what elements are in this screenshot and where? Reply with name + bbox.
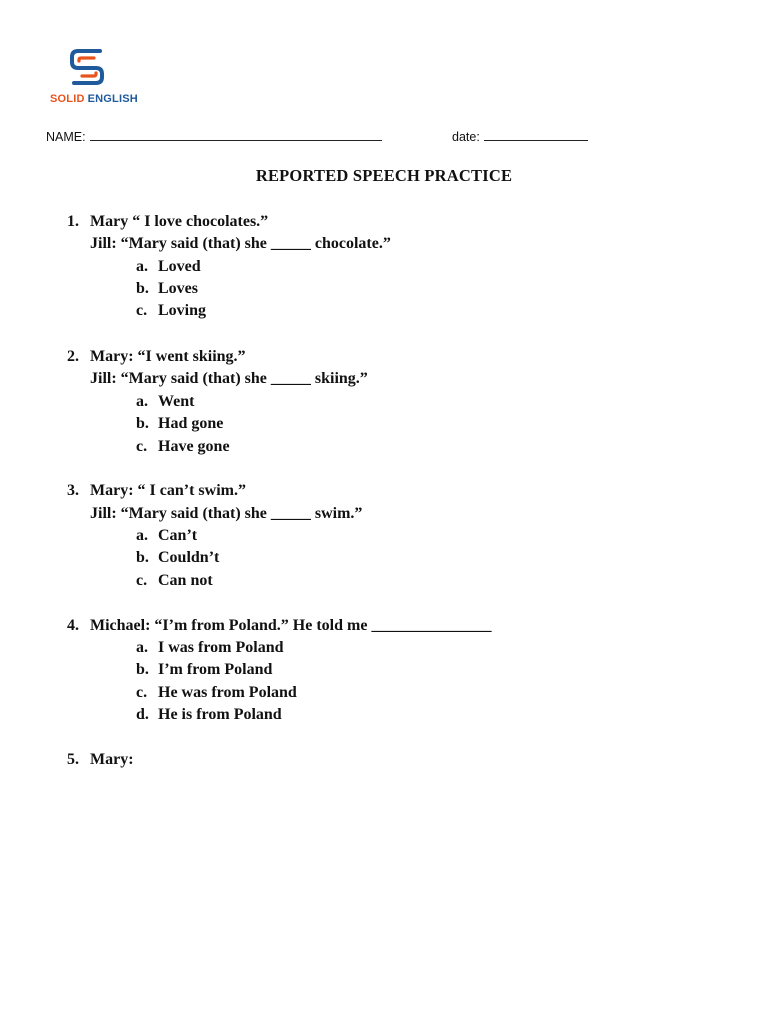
option-text[interactable]: Went: [158, 393, 195, 410]
option-text[interactable]: Loves: [158, 280, 198, 297]
question-number: 2.: [67, 348, 79, 365]
logo-word-english: ENGLISH: [87, 93, 138, 105]
question-reported: Jill: “Mary said (that) she _____ swim.”: [90, 505, 363, 522]
option-text[interactable]: He is from Poland: [158, 706, 282, 723]
option-letter: c.: [136, 684, 148, 701]
name-blank[interactable]: [90, 129, 382, 141]
name-label: NAME:: [46, 130, 86, 144]
name-field: [46, 129, 382, 144]
date-field: [452, 129, 588, 144]
option-text[interactable]: Have gone: [158, 438, 230, 455]
option-letter: b.: [136, 549, 149, 566]
question-prompt: Mary:: [90, 751, 134, 768]
question-5: [0, 749, 768, 773]
question-number: 3.: [67, 482, 79, 499]
option-text[interactable]: I’m from Poland: [158, 661, 273, 678]
option-letter: b.: [136, 415, 149, 432]
question-number: 4.: [67, 617, 79, 634]
option-letter: a.: [136, 639, 148, 656]
option-text[interactable]: Loved: [158, 258, 201, 275]
option-text[interactable]: He was from Poland: [158, 684, 297, 701]
question-reported: Jill: “Mary said (that) she _____ chocolate.”: [90, 235, 391, 252]
option-letter: b.: [136, 661, 149, 678]
worksheet-title: REPORTED SPEECH PRACTICE: [255, 166, 513, 185]
logo-word-solid: SOLID: [50, 93, 85, 105]
option-text[interactable]: Can’t: [158, 527, 198, 544]
logo-text: [50, 93, 138, 105]
question-number: 5.: [67, 751, 79, 768]
option-text[interactable]: Couldn’t: [158, 549, 220, 566]
question-number: 1.: [67, 213, 79, 230]
option-letter: b.: [136, 280, 149, 297]
question-prompt: Mary: “I went skiing.”: [90, 348, 246, 365]
option-letter: d.: [136, 706, 149, 723]
option-text[interactable]: Can not: [158, 572, 213, 589]
date-label: date:: [452, 130, 480, 144]
option-letter: a.: [136, 393, 148, 410]
question-reported: Jill: “Mary said (that) she _____ skiing.”: [90, 370, 368, 387]
question-3: [0, 480, 768, 592]
option-letter: c.: [136, 438, 148, 455]
option-letter: c.: [136, 302, 148, 319]
question-4: [0, 615, 768, 727]
question-prompt: Mary “ I love chocolates.”: [90, 213, 269, 230]
question-1: [0, 211, 768, 323]
option-letter: c.: [136, 572, 148, 589]
logo-s-mark-icon: [70, 46, 106, 88]
solid-english-logo: [46, 46, 138, 108]
option-letter: a.: [136, 258, 148, 275]
question-prompt: Mary: “ I can’t swim.”: [90, 482, 246, 499]
option-text[interactable]: Had gone: [158, 415, 224, 432]
date-blank[interactable]: [484, 129, 588, 141]
option-text[interactable]: I was from Poland: [158, 639, 284, 656]
question-prompt: Michael: “I’m from Poland.” He told me _______________: [90, 617, 492, 634]
option-text[interactable]: Loving: [158, 302, 207, 319]
option-letter: a.: [136, 527, 148, 544]
question-2: [0, 346, 768, 458]
